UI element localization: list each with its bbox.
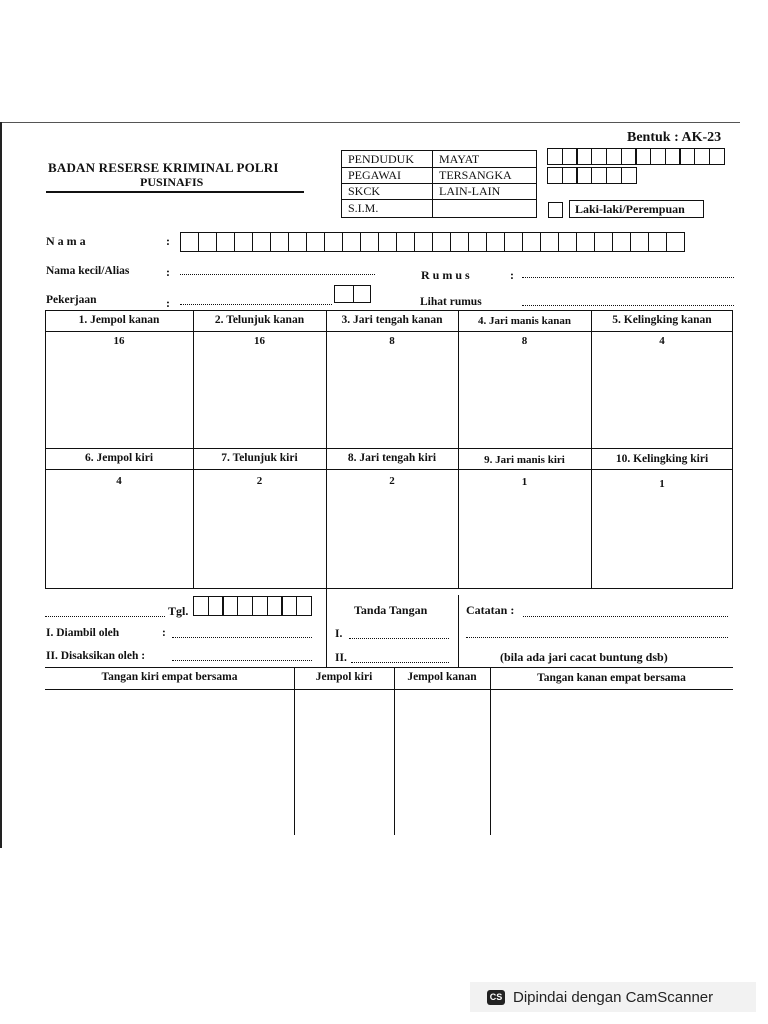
pekerjaan-colon: : — [166, 296, 170, 310]
fingerprint-grid — [45, 310, 733, 589]
impression-divider — [294, 667, 295, 835]
category-divider — [432, 150, 433, 218]
impression-header-line — [45, 689, 733, 690]
lihat-rumus-field[interactable] — [522, 305, 734, 306]
grid-line — [45, 331, 733, 332]
diambil-colon: : — [162, 627, 166, 639]
catatan-field-2[interactable] — [466, 637, 728, 638]
category-sim[interactable]: S.I.M. — [348, 201, 379, 215]
finger-header-4: 4. Jari manis kanan — [478, 315, 571, 327]
grid-line — [193, 310, 194, 589]
finger-header-9: 9. Jari manis kiri — [484, 454, 565, 466]
disaksikan-field[interactable] — [172, 660, 312, 661]
sig-i-label: I. — [335, 628, 343, 640]
category-row-line — [341, 199, 537, 200]
form-code: Bentuk : AK-23 — [627, 130, 722, 145]
org-unit: PUSINAFIS — [140, 175, 204, 189]
impression-divider — [394, 667, 395, 835]
finger-value-8: 2 — [389, 475, 395, 487]
org-name: BADAN RESERSE KRIMINAL POLRI — [48, 160, 279, 175]
nama-label: N a m a — [46, 234, 86, 248]
grid-line — [326, 310, 327, 589]
impression-divider — [490, 667, 491, 835]
finger-value-3: 8 — [389, 335, 395, 347]
gender-label: Laki-laki/Perempuan — [575, 202, 685, 216]
grid-line — [591, 310, 592, 589]
diambil-field[interactable] — [172, 637, 312, 638]
fingerprint-form — [0, 122, 768, 850]
finger-header-8: 8. Jari tengah kiri — [347, 452, 437, 464]
camscanner-text: Dipindai dengan CamScanner — [513, 988, 714, 1006]
rumus-colon: : — [510, 268, 514, 282]
id-number-boxes-2[interactable] — [547, 167, 635, 184]
category-mayat[interactable]: MAYAT — [439, 152, 480, 166]
finger-header-6: 6. Jempol kiri — [84, 452, 154, 464]
pekerjaan-field[interactable] — [180, 304, 332, 305]
section-divider — [326, 589, 327, 667]
impression-header-right-thumb: Jempol kanan — [407, 671, 477, 683]
disaksikan-label: II. Disaksikan oleh : — [46, 650, 146, 662]
grid-line — [45, 469, 733, 470]
lihat-rumus-label: Lihat rumus — [420, 296, 482, 308]
catatan-label: Catatan : — [466, 603, 515, 617]
nama-kecil-label: Nama kecil/Alias — [46, 265, 130, 277]
grid-line — [45, 448, 733, 449]
nama-kecil-colon: : — [166, 265, 170, 279]
catatan-field[interactable] — [523, 616, 728, 617]
tgl-label: Tgl. — [168, 604, 189, 618]
diambil-label: I. Diambil oleh — [46, 627, 120, 639]
sig-ii-label: II. — [335, 652, 347, 664]
finger-header-10: 10. Kelingking kiri — [615, 453, 709, 465]
category-skck[interactable]: SKCK — [348, 184, 381, 198]
finger-header-3: 3. Jari tengah kanan — [341, 314, 443, 326]
finger-value-4: 8 — [521, 335, 528, 347]
pekerjaan-label: Pekerjaan — [46, 294, 97, 306]
finger-value-6: 4 — [116, 475, 122, 487]
finger-header-2: 2. Telunjuk kanan — [214, 314, 305, 326]
finger-header-1: 1. Jempol kanan — [78, 314, 160, 326]
camscanner-logo-icon: CS — [487, 990, 505, 1005]
gender-checkbox[interactable] — [548, 202, 563, 218]
category-pegawai[interactable]: PEGAWAI — [348, 168, 402, 182]
rumus-label: R u m u s — [421, 268, 470, 282]
tgl-boxes[interactable] — [193, 596, 311, 616]
sig-i-field[interactable] — [349, 638, 449, 639]
finger-header-5: 5. Kelingking kanan — [612, 314, 712, 326]
section-divider — [458, 595, 459, 667]
nama-colon: : — [166, 234, 170, 248]
finger-value-2: 16 — [254, 335, 265, 347]
id-number-boxes[interactable] — [547, 148, 723, 165]
category-lain-lain[interactable]: LAIN-LAIN — [439, 184, 501, 198]
impression-header-right-four: Tangan kanan empat bersama — [537, 672, 686, 684]
finger-value-10: 1 — [659, 478, 665, 490]
impression-header-left-four: Tangan kiri empat bersama — [101, 671, 238, 683]
sig-ii-field[interactable] — [351, 662, 449, 663]
impression-top-line — [45, 667, 733, 668]
grid-line — [458, 310, 459, 589]
note-text: (bila ada jari cacat buntung dsb) — [500, 650, 668, 664]
impression-header-left-thumb: Jempol kiri — [315, 671, 373, 683]
nama-kecil-field[interactable] — [180, 274, 375, 275]
header-underline — [46, 191, 304, 193]
rumus-field[interactable] — [522, 277, 734, 278]
finger-header-7: 7. Telunjuk kiri — [221, 452, 298, 464]
category-penduduk[interactable]: PENDUDUK — [348, 152, 414, 166]
place-field[interactable] — [45, 616, 165, 617]
camscanner-watermark — [470, 982, 756, 1012]
finger-value-5: 4 — [659, 335, 665, 347]
category-tersangka[interactable]: TERSANGKA — [439, 168, 512, 182]
finger-value-1: 16 — [113, 335, 125, 347]
form-left-edge — [0, 122, 2, 848]
finger-value-9: 1 — [521, 476, 528, 488]
finger-value-7: 2 — [256, 475, 263, 487]
form-top-edge — [2, 122, 740, 123]
nama-boxes[interactable] — [180, 232, 684, 252]
pekerjaan-code-boxes[interactable] — [334, 285, 369, 303]
tanda-tangan-label: Tanda Tangan — [354, 603, 428, 617]
